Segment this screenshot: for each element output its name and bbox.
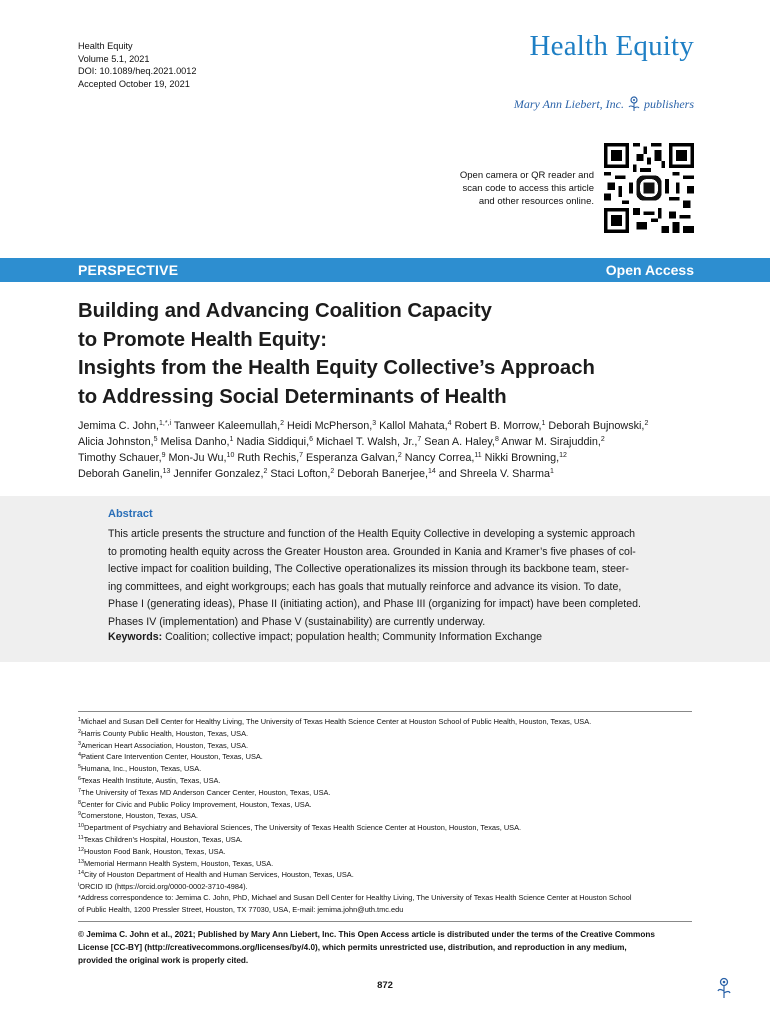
author-name: Melisa Danho,	[157, 436, 230, 448]
license-line[interactable]: License [CC-BY] (http://creativecommons.org/licenses/by/4.0), which permits unrestricted use, distribution, and reproduction in any medium,	[78, 943, 627, 953]
author-name: Ruth Rechis,	[234, 452, 300, 464]
article-title	[78, 297, 698, 411]
title-line: Insights from the Health Equity Collective’s Approach	[78, 357, 595, 379]
author-affiliation-marker: 1	[550, 468, 554, 475]
affiliation-text: ORCID ID (https://orcid.org/0000-0002-3710-4984).	[79, 882, 248, 892]
affiliation-text: Humana, Inc., Houston, Texas, USA.	[81, 764, 202, 774]
abstract-heading: Abstract	[108, 508, 153, 520]
meta-journal: Health Equity	[78, 41, 133, 51]
affiliation-number: 13	[78, 858, 84, 865]
affiliation-number: 7	[78, 787, 81, 794]
affiliation-item	[78, 810, 692, 822]
publisher-name: Mary Ann Liebert, Inc.	[513, 96, 624, 111]
license-line: provided the original work is properly cited.	[78, 956, 249, 966]
author-name: Timothy Schauer,	[78, 452, 162, 464]
affiliation-text: Department of Psychiatry and Behavioral Sciences, The University of Texas Health Science Center at Houston, Houston, Texas, USA.	[84, 823, 522, 833]
affiliation-number: 8	[78, 799, 81, 806]
author-affiliation-marker: 11	[474, 452, 482, 459]
affiliation-item	[78, 728, 692, 740]
author-affiliation-marker: 10	[226, 452, 235, 459]
author-affiliation-marker: 2	[397, 452, 402, 459]
author-name: Staci Lofton,	[267, 468, 331, 480]
open-access-label: Open Access	[605, 262, 694, 278]
meta-volume: Volume 5.1, 2021	[78, 53, 150, 64]
author-line	[78, 418, 698, 434]
affiliation-text: Memorial Hermann Health System, Houston, Texas, USA.	[84, 858, 274, 868]
affiliation-item	[78, 834, 692, 846]
author-affiliation-marker: 14	[427, 468, 436, 475]
affiliation-number: i	[78, 882, 80, 889]
author-line	[78, 450, 698, 466]
author-name: Jennifer Gonzalez,	[170, 468, 264, 480]
title-line: Building and Advancing Coalition Capacity	[78, 300, 492, 322]
correspondence-line[interactable]: of Public Health, 1200 Pressler Street, Houston, TX 77030, USA, E-mail: jemima.john@uth.tmc.edu	[78, 904, 404, 914]
keywords	[108, 631, 542, 643]
affiliation-number: 10	[78, 823, 84, 830]
qr-code-icon[interactable]	[604, 143, 694, 233]
author-affiliation-marker: 1,*,i	[159, 420, 172, 427]
affiliation-text: Houston Food Bank, Houston, Texas, USA.	[84, 846, 226, 856]
author-affiliation-marker: 12	[559, 452, 567, 459]
affiliation-item	[78, 858, 692, 870]
affiliation-number: 11	[78, 834, 84, 841]
author-list	[78, 418, 698, 482]
qr-instructions	[444, 169, 594, 208]
affiliation-item	[78, 716, 692, 728]
affiliation-text: Cornerstone, Houston, Texas, USA.	[81, 811, 198, 821]
affiliation-text: Harris County Public Health, Houston, Texas, USA.	[81, 728, 249, 738]
affiliation-number: 4	[78, 752, 81, 759]
publisher-suffix: publishers	[643, 96, 694, 111]
author-name: Nadia Siddiqui,	[233, 436, 310, 448]
author-affiliation-marker: 7	[299, 452, 304, 459]
affiliation-item	[78, 799, 692, 811]
affiliation-number: 12	[78, 846, 84, 853]
affiliation-number: 2	[78, 728, 81, 735]
author-name: Sean A. Haley,	[421, 436, 495, 448]
author-name: Mon-Ju Wu,	[165, 452, 227, 464]
qr-text-line: scan code to access this article	[462, 183, 594, 194]
author-affiliation-marker: 7	[417, 436, 422, 443]
author-affiliation-marker: 4	[447, 420, 452, 427]
author-line	[78, 466, 698, 482]
affiliation-text: Texas Children’s Hospital, Houston, Texas, USA.	[83, 834, 243, 844]
article-meta	[78, 40, 197, 90]
affiliation-number: 9	[78, 811, 81, 818]
affiliation-number: 6	[78, 775, 81, 782]
meta-doi[interactable]: DOI: 10.1089/heq.2021.0012	[78, 66, 197, 77]
author-name: Robert B. Morrow,	[451, 420, 542, 432]
abstract-line: This article presents the structure and function of the Health Equity Collective in developing a systemic approach	[108, 528, 636, 540]
author-name: Nancy Correa,	[401, 452, 475, 464]
author-name: Jemima C. John,	[78, 420, 160, 432]
affiliation-item	[78, 846, 692, 858]
author-line	[78, 434, 698, 450]
abstract-text	[108, 526, 668, 632]
author-name: Heidi McPherson,	[284, 420, 373, 432]
abstract-line: Phase I (generating ideas), Phase II (initiating action), and Phase III (organizing for impact) have been completed.	[108, 598, 641, 611]
abstract-line: Phases IV (implementation) and Phase V (sustainability) are currently underway.	[108, 615, 486, 628]
abstract-line: ing committees, and eight workgroups; each has goals that mutually reinforce and advance its vision. To date,	[108, 580, 622, 593]
abstract-line: lective impact for coalition building, The Collective operationalizes its mission through its backbone team, steer-	[108, 563, 629, 576]
author-name: Kallol Mahata,	[376, 420, 448, 432]
author-name: Deborah Bujnowski,	[545, 420, 645, 432]
affiliation-text: Patient Care Intervention Center, Houston, Texas, USA.	[81, 752, 263, 762]
author-affiliation-marker: 13	[162, 468, 171, 475]
author-name: and Shreela V. Sharma	[435, 468, 550, 480]
keywords-text: Coalition; collective impact; population health; Community Information Exchange	[162, 631, 542, 643]
author-affiliation-marker: 9	[161, 452, 166, 459]
affiliation-item	[78, 775, 692, 787]
author-affiliation-marker: 1	[229, 436, 234, 443]
affiliation-text: Michael and Susan Dell Center for Healthy Living, The University of Texas Health Science Center at Houston School of Public Health, Houston, Texas, USA.	[81, 717, 592, 726]
author-affiliation-marker: 5	[153, 436, 158, 443]
author-name: Deborah Ganelin,	[78, 468, 163, 480]
affiliation-number: 1	[78, 717, 81, 723]
affiliation-item	[78, 822, 692, 834]
meta-accepted: Accepted October 19, 2021	[78, 78, 190, 89]
author-affiliation-marker: 3	[372, 420, 377, 427]
title-line: to Promote Health Equity:	[78, 328, 328, 351]
affiliation-item	[78, 740, 692, 752]
affiliations-divider	[78, 711, 692, 712]
section-banner	[0, 258, 770, 282]
qr-text-line: and other resources online.	[478, 196, 594, 207]
affiliation-item	[78, 763, 692, 775]
section-label: PERSPECTIVE	[78, 262, 179, 278]
publisher-flower-icon	[627, 96, 641, 112]
author-affiliation-marker: 6	[309, 436, 313, 443]
title-line: to Addressing Social Determinants of Health	[78, 385, 507, 408]
author-affiliation-marker: 2	[600, 436, 605, 443]
correspondence-line: *Address correspondence to: Jemima C. John, PhD, Michael and Susan Dell Center for Healthy Living, The University of Texas Health Science Center at Houston School	[78, 893, 632, 902]
journal-logo-title: Health Equity	[529, 30, 694, 62]
license-line: © Jemima C. John et al., 2021; Published by Mary Ann Liebert, Inc. This Open Access article is distributed under the terms of the Creative Commons	[78, 930, 655, 939]
correspondence	[78, 892, 698, 916]
affiliation-text: Center for Civic and Public Policy Improvement, Houston, Texas, USA.	[81, 799, 312, 809]
author-affiliation-marker: 2	[280, 420, 285, 427]
publisher-flower-icon	[716, 977, 732, 999]
affiliation-number: 3	[78, 740, 81, 747]
author-affiliation-marker: 2	[644, 420, 649, 427]
keywords-label: Keywords:	[108, 631, 163, 643]
author-affiliation-marker: 1	[541, 420, 546, 427]
license-divider	[78, 921, 692, 922]
publisher-logo	[514, 96, 694, 112]
author-name: Esperanza Galvan,	[303, 452, 398, 464]
author-name: Michael T. Walsh, Jr.,	[313, 436, 418, 448]
license-notice	[78, 928, 698, 968]
affiliation-item	[78, 869, 692, 881]
author-affiliation-marker: 2	[330, 468, 335, 475]
affiliations-list	[78, 716, 692, 893]
page-number: 872	[377, 980, 393, 991]
affiliation-text: City of Houston Department of Health and Human Services, Houston, Texas, USA.	[84, 870, 354, 880]
affiliation-text: American Heart Association, Houston, Texas, USA.	[81, 740, 249, 750]
author-name: Alicia Johnston,	[78, 436, 154, 448]
author-name: Anwar M. Sirajuddin,	[498, 436, 601, 448]
affiliation-text: The University of Texas MD Anderson Cancer Center, Houston, Texas, USA.	[81, 787, 331, 797]
author-affiliation-marker: 8	[494, 436, 499, 443]
abstract-line: to promoting health equity across the Greater Houston area. Grounded in Kania and Kramer’s five phases of col-	[108, 545, 636, 558]
affiliation-text: Texas Health Institute, Austin, Texas, USA.	[81, 775, 221, 785]
affiliation-number: 5	[78, 764, 81, 771]
affiliation-item	[78, 787, 692, 799]
affiliation-number: 14	[78, 870, 84, 877]
author-name: Deborah Banerjee,	[334, 468, 428, 480]
qr-text-line: Open camera or QR reader and	[459, 170, 594, 181]
author-name: Nikki Browning,	[481, 452, 560, 464]
affiliation-item	[78, 751, 692, 763]
author-affiliation-marker: 2	[263, 468, 268, 475]
author-name: Tanweer Kaleemullah,	[171, 420, 281, 432]
